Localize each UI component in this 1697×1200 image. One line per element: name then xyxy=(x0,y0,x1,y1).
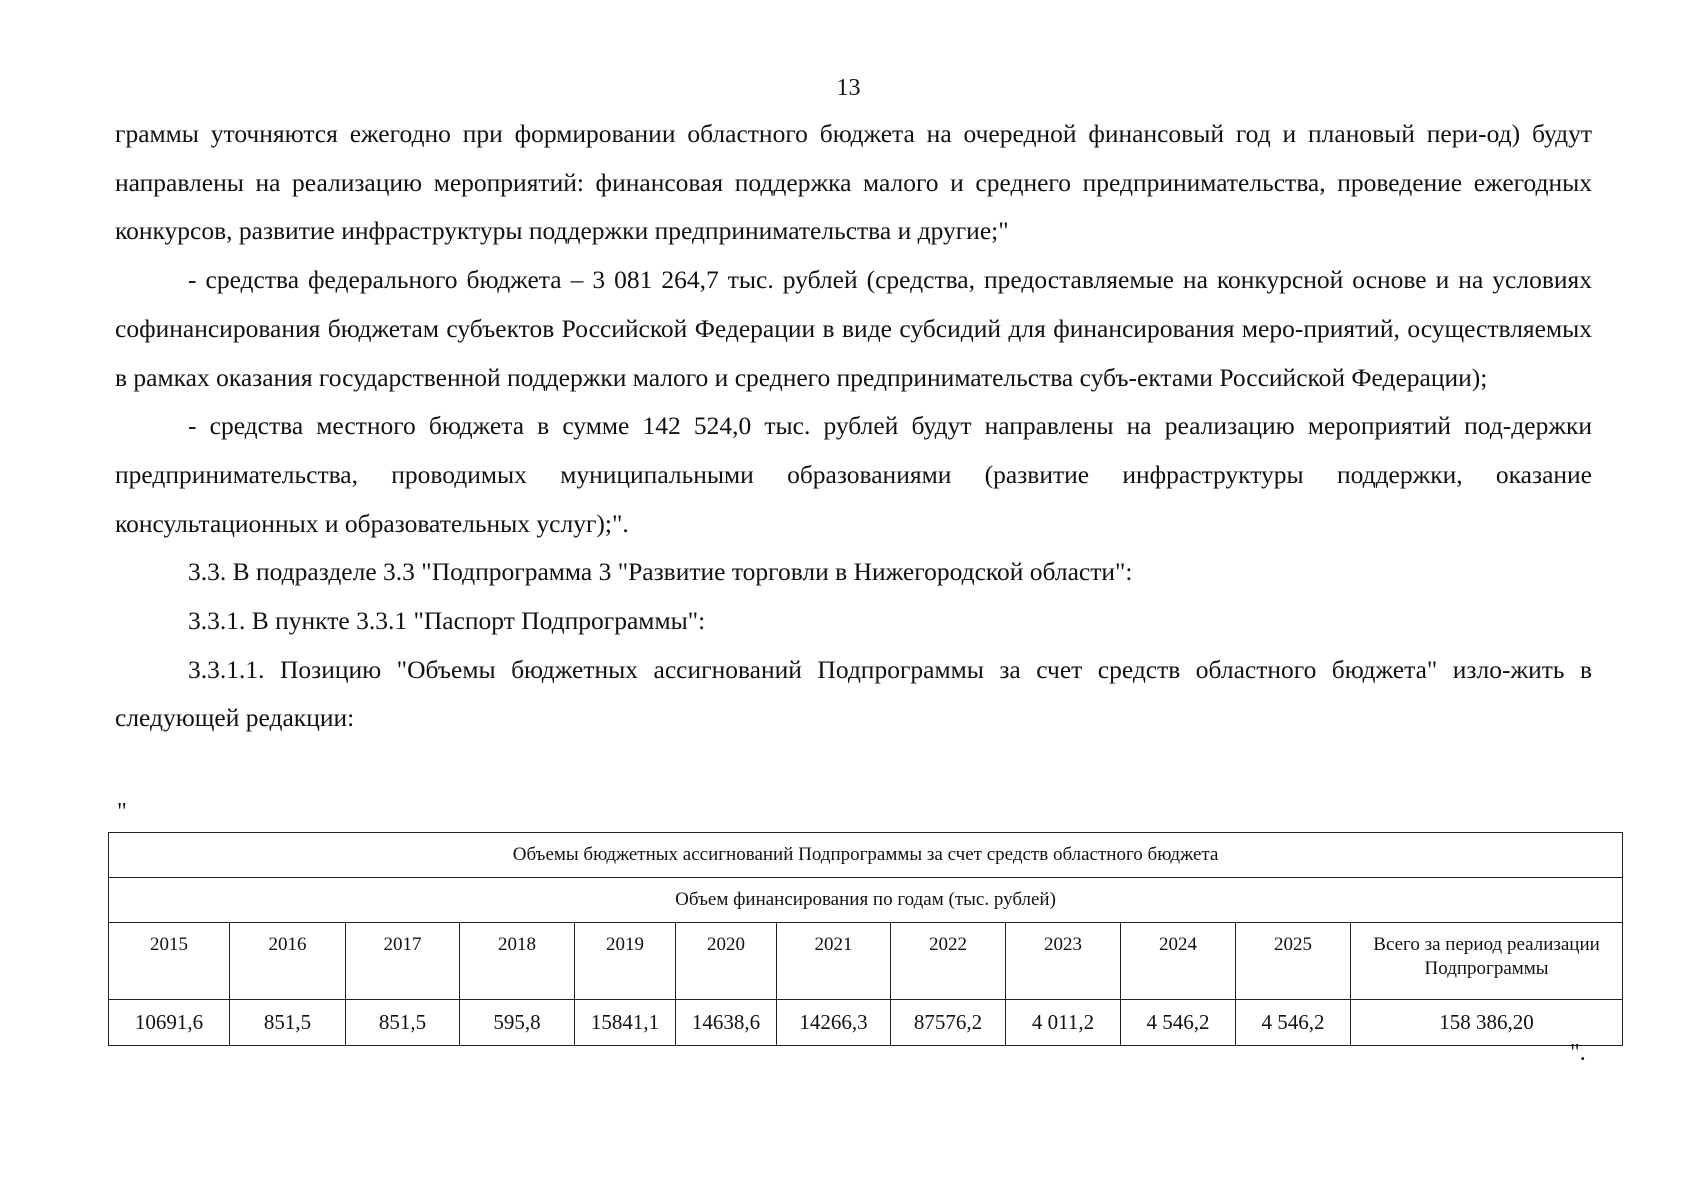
table-header-row xyxy=(109,923,1623,1000)
value-cell: 87576,2 xyxy=(891,1000,1006,1046)
page-number: 13 xyxy=(836,75,861,101)
year-header: 2019 xyxy=(575,923,676,1000)
paragraph-3-3-1-1: 3.3.1.1. Позицию "Объемы бюджетных ассигнований Подпрограммы за счет средств областного бюджета" изло-жить в следующей редакции: xyxy=(115,654,1592,733)
value-cell: 15841,1 xyxy=(575,1000,676,1046)
year-header: 2018 xyxy=(460,923,575,1000)
year-header: 2024 xyxy=(1121,923,1236,1000)
paragraph-3-3: 3.3. В подразделе 3.3 "Подпрограмма 3 "Развитие торговли в Нижегородской области": xyxy=(188,557,1133,587)
close-quote: ". xyxy=(1570,1040,1586,1066)
document-body xyxy=(115,110,1592,743)
budget-allocation-table xyxy=(108,832,1623,1046)
table-title: Объемы бюджетных ассигнований Подпрограммы за счет средств областного бюджета xyxy=(109,833,1623,878)
value-cell: 14266,3 xyxy=(777,1000,891,1046)
value-cell: 4 546,2 xyxy=(1121,1000,1236,1046)
year-header: 2022 xyxy=(891,923,1006,1000)
value-cell: 14638,6 xyxy=(676,1000,777,1046)
year-header: 2023 xyxy=(1006,923,1121,1000)
year-header: 2017 xyxy=(346,923,460,1000)
open-quote: " xyxy=(117,799,127,825)
paragraph-1: граммы уточняются ежегодно при формировании областного бюджета на очередной финансовый год и плановый пери-од) будут направлены на реализацию мероприятий: финансовая поддержка малого и среднего предпринимательства, проведение ежегодных конкурсов, развитие инфраструктуры поддержки предпринимательства и другие;" xyxy=(115,119,1592,246)
year-header: 2016 xyxy=(230,923,346,1000)
year-header: 2020 xyxy=(676,923,777,1000)
total-header: Всего за период реализации Подпрограммы xyxy=(1351,923,1623,1000)
value-cell: 851,5 xyxy=(230,1000,346,1046)
year-header: 2015 xyxy=(109,923,230,1000)
value-cell: 851,5 xyxy=(346,1000,460,1046)
paragraph-local-budget: - средства местного бюджета в сумме 142 524,0 тыс. рублей будут направлены на реализацию мероприятий под-держки предпринимательства, проводимых муниципальными образованиями (развитие инфраструктуры поддержки, оказание консультационных и образовательных услуг);". xyxy=(115,411,1592,538)
table-subtitle: Объем финансирования по годам (тыс. рублей) xyxy=(109,878,1623,923)
table-row xyxy=(109,1000,1623,1046)
value-cell: 4 011,2 xyxy=(1006,1000,1121,1046)
year-header: 2021 xyxy=(777,923,891,1000)
total-value-cell: 158 386,20 xyxy=(1351,1000,1623,1046)
value-cell: 10691,6 xyxy=(109,1000,230,1046)
value-cell: 595,8 xyxy=(460,1000,575,1046)
paragraph-3-3-1: 3.3.1. В пункте 3.3.1 "Паспорт Подпрограммы": xyxy=(188,606,706,636)
value-cell: 4 546,2 xyxy=(1236,1000,1351,1046)
paragraph-federal-budget: - средства федерального бюджета – 3 081 264,7 тыс. рублей (средства, предоставляемые на конкурсной основе и на условиях софинансирования бюджетам субъектов Российской Федерации в виде субсидий для финансирования меро-приятий, осуществляемых в рамках оказания государственной поддержки малого и среднего предпринимательства субъ-ектами Российской Федерации); xyxy=(115,265,1592,392)
year-header: 2025 xyxy=(1236,923,1351,1000)
